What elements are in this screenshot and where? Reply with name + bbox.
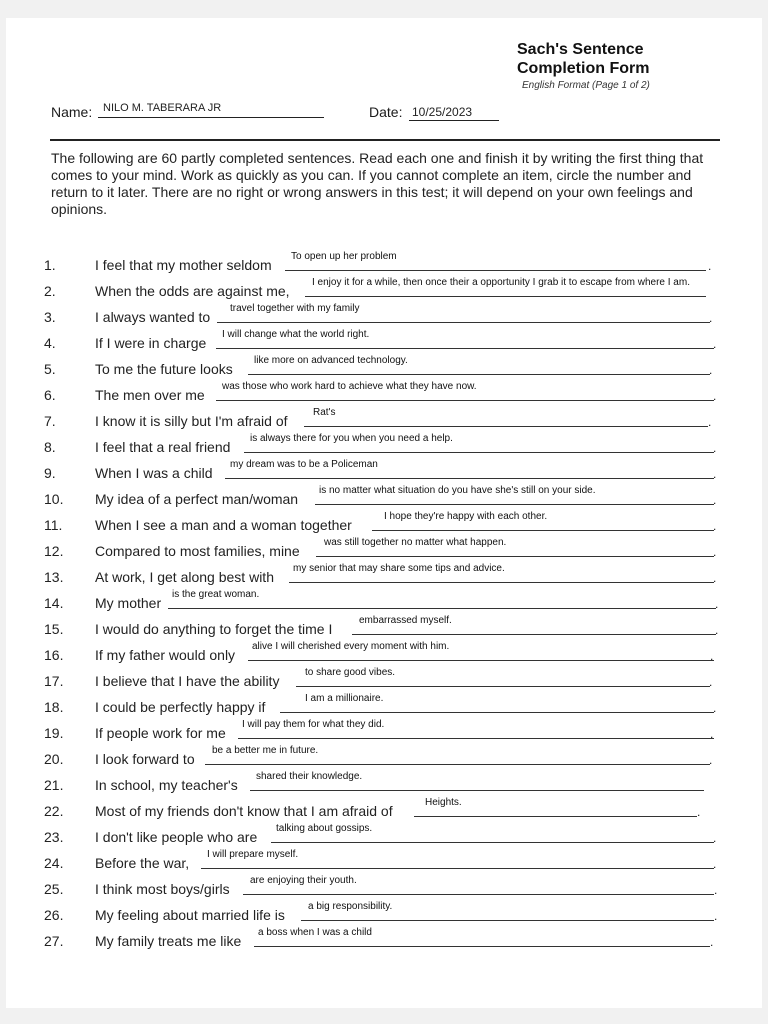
sentence-stem: Before the war, — [95, 855, 190, 871]
sentence-stem: At work, I get along best with — [95, 569, 274, 585]
line-end-period: . — [713, 857, 717, 871]
form-title — [517, 40, 649, 78]
sentence-item — [0, 485, 756, 507]
answer-underline — [301, 920, 714, 921]
line-end-period: . — [713, 571, 717, 585]
answer-underline — [238, 738, 714, 739]
line-end-period: . — [714, 883, 718, 897]
sentence-item — [0, 563, 756, 585]
item-number: 7. — [44, 413, 56, 429]
handwritten-answer[interactable]: I hope they're happy with each other. — [384, 511, 548, 522]
handwritten-answer[interactable]: Rat's — [313, 407, 336, 418]
item-number: 8. — [44, 439, 56, 455]
sentence-item — [0, 459, 756, 481]
sentence-item — [0, 251, 756, 273]
line-end-period: . — [709, 675, 713, 689]
sentence-stem: I could be perfectly happy if — [95, 699, 266, 715]
header-divider — [50, 139, 720, 141]
answer-underline — [280, 712, 714, 713]
line-end-period: . — [708, 415, 712, 429]
answer-underline — [250, 790, 704, 791]
handwritten-answer[interactable]: Heights. — [425, 797, 462, 808]
answer-underline — [225, 478, 714, 479]
answer-underline — [248, 660, 714, 661]
sentence-stem: My family treats me like — [95, 933, 242, 949]
item-number: 22. — [44, 803, 64, 819]
form-title-line2: Completion Form — [517, 60, 650, 77]
handwritten-answer[interactable]: talking about gossips. — [276, 823, 373, 834]
item-number: 5. — [44, 361, 56, 377]
handwritten-answer[interactable]: a big responsibility. — [308, 901, 393, 912]
line-end-period: . — [713, 467, 717, 481]
item-number: 27. — [44, 933, 64, 949]
sentence-stem: My idea of a perfect man/woman — [95, 491, 299, 507]
sentence-item — [0, 329, 756, 351]
answer-underline — [315, 504, 714, 505]
answer-underline — [316, 556, 714, 557]
answer-underline — [304, 426, 708, 427]
answer-underline — [248, 374, 710, 375]
sentence-stem: In school, my teacher's — [95, 777, 238, 793]
sentence-item — [0, 745, 756, 767]
handwritten-answer[interactable]: I am a millionaire. — [305, 693, 384, 704]
line-end-period: . — [709, 753, 713, 767]
sentence-stem: I know it is silly but I'm afraid of — [95, 413, 288, 429]
answer-underline — [305, 296, 706, 297]
answer-underline — [271, 842, 714, 843]
answer-underline — [285, 270, 706, 271]
line-end-period: . — [713, 519, 717, 533]
line-end-period: . — [713, 701, 717, 715]
sentence-stem: I don't like people who are — [95, 829, 258, 845]
name-label: Name: — [51, 104, 93, 120]
line-end-period: . — [714, 909, 718, 923]
sentence-item — [0, 771, 756, 793]
answer-underline — [243, 894, 714, 895]
item-number: 6. — [44, 387, 56, 403]
handwritten-answer[interactable]: was still together no matter what happen. — [324, 537, 507, 548]
item-number: 4. — [44, 335, 56, 351]
handwritten-answer[interactable]: I will pay them for what they did. — [242, 719, 385, 730]
line-end-period: . — [713, 337, 717, 351]
sentence-item — [0, 407, 756, 429]
sentence-stem: I would do anything to forget the time I — [95, 621, 333, 637]
answer-underline — [254, 946, 710, 947]
line-end-period: . — [713, 441, 717, 455]
form-title-line1: Sach's Sentence — [517, 41, 644, 58]
item-number: 26. — [44, 907, 64, 923]
answer-underline — [372, 530, 714, 531]
line-end-period: . — [709, 311, 713, 325]
name-underline — [98, 117, 324, 118]
handwritten-answer[interactable]: shared their knowledge. — [256, 771, 363, 782]
sentence-stem: The men over me — [95, 387, 205, 403]
sentence-stem: My mother — [95, 595, 162, 611]
date-field[interactable]: 10/25/2023 — [412, 105, 473, 119]
handwritten-answer[interactable]: are enjoying their youth. — [250, 875, 357, 886]
sentence-stem: Compared to most families, mine — [95, 543, 300, 559]
sentence-stem: I feel that my mother seldom — [95, 257, 272, 273]
sentence-item — [0, 303, 756, 325]
handwritten-answer[interactable]: embarrassed myself. — [359, 615, 452, 626]
form-subtitle: English Format (Page 1 of 2) — [522, 80, 650, 91]
handwritten-answer[interactable]: is the great woman. — [172, 589, 260, 600]
item-number: 2. — [44, 283, 56, 299]
line-end-period: . — [713, 493, 717, 507]
handwritten-answer[interactable]: my senior that may share some tips and advice. — [293, 563, 505, 574]
sentence-stem: If my father would only — [95, 647, 236, 663]
handwritten-answer[interactable]: I enjoy it for a while, then once their a opportunity I grab it to escape from where I am. — [312, 277, 690, 288]
item-number: 21. — [44, 777, 64, 793]
date-label: Date: — [369, 104, 403, 120]
answer-underline — [216, 348, 714, 349]
item-number: 24. — [44, 855, 64, 871]
sentence-item — [0, 641, 756, 663]
handwritten-answer[interactable]: be a better me in future. — [212, 745, 319, 756]
line-end-period: . — [715, 597, 719, 611]
item-number: 9. — [44, 465, 56, 481]
line-end-period: . — [710, 727, 714, 741]
item-number: 10. — [44, 491, 64, 507]
line-end-period: . — [709, 363, 713, 377]
sentence-item — [0, 875, 756, 897]
sentence-stem: I feel that a real friend — [95, 439, 231, 455]
line-end-period: . — [715, 623, 719, 637]
answer-underline — [414, 816, 697, 817]
item-number: 3. — [44, 309, 56, 325]
sentence-item — [0, 511, 756, 533]
item-number: 18. — [44, 699, 64, 715]
sentence-item — [0, 823, 756, 845]
line-end-period: . — [710, 935, 714, 949]
sentence-stem: I think most boys/girls — [95, 881, 230, 897]
line-end-period: . — [713, 831, 717, 845]
handwritten-answer[interactable]: is no matter what situation do you have she's still on your side. — [319, 485, 596, 496]
item-number: 11. — [44, 517, 63, 533]
item-number: 23. — [44, 829, 64, 845]
line-end-period: . — [697, 805, 701, 819]
sentence-stem: I always wanted to — [95, 309, 211, 325]
item-number: 16. — [44, 647, 64, 663]
item-number: 15. — [44, 621, 64, 637]
sentence-stem: If people work for me — [95, 725, 226, 741]
answer-underline — [168, 608, 716, 609]
handwritten-answer[interactable]: like more on advanced technology. — [254, 355, 408, 366]
sentence-item — [0, 667, 756, 689]
sentence-item — [0, 433, 756, 455]
answer-underline — [244, 452, 714, 453]
name-field[interactable]: NILO M. TABERARA JR — [103, 102, 222, 114]
line-end-period: . — [713, 545, 717, 559]
handwritten-answer[interactable]: To open up her problem — [291, 251, 397, 262]
item-number: 20. — [44, 751, 64, 767]
sentence-item — [0, 589, 756, 611]
line-end-period: . — [710, 649, 714, 663]
sentence-stem: When I was a child — [95, 465, 213, 481]
sentence-item — [0, 693, 756, 715]
sentence-item — [0, 355, 756, 377]
handwritten-answer[interactable]: alive I will cherished every moment with him. — [252, 641, 450, 652]
handwritten-answer[interactable]: is always there for you when you need a help. — [250, 433, 453, 444]
answer-underline — [296, 686, 710, 687]
sentence-stem: I believe that I have the ability — [95, 673, 280, 689]
handwritten-answer[interactable]: my dream was to be a Policeman — [230, 459, 378, 470]
handwritten-answer[interactable]: was those who work hard to achieve what they have now. — [222, 381, 477, 392]
date-underline — [409, 120, 499, 121]
answer-underline — [201, 868, 714, 869]
sentence-stem: To me the future looks — [95, 361, 233, 377]
sentence-stem: When I see a man and a woman together — [95, 517, 352, 533]
sentence-item — [0, 849, 756, 871]
answer-underline — [352, 634, 716, 635]
answer-underline — [216, 400, 714, 401]
sentence-stem: Most of my friends don't know that I am afraid of — [95, 803, 393, 819]
handwritten-answer[interactable]: I will change what the world right. — [222, 329, 370, 340]
handwritten-answer[interactable]: travel together with my family — [230, 303, 360, 314]
handwritten-answer[interactable]: a boss when I was a child — [258, 927, 372, 938]
item-number: 12. — [44, 543, 64, 559]
answer-underline — [289, 582, 714, 583]
handwritten-answer[interactable]: I will prepare myself. — [207, 849, 299, 860]
sentence-item — [0, 719, 756, 741]
line-end-period: . — [713, 389, 717, 403]
item-number: 19. — [44, 725, 64, 741]
item-number: 1. — [44, 257, 56, 273]
sentence-stem: When the odds are against me, — [95, 283, 290, 299]
handwritten-answer[interactable]: to share good vibes. — [305, 667, 396, 678]
item-number: 14. — [44, 595, 64, 611]
sentence-item — [0, 615, 756, 637]
sentence-item — [0, 537, 756, 559]
answer-underline — [217, 322, 710, 323]
sentence-item — [0, 381, 756, 403]
sentence-item — [0, 797, 756, 819]
item-number: 25. — [44, 881, 64, 897]
item-number: 17. — [44, 673, 64, 689]
answer-underline — [205, 764, 710, 765]
line-end-period: . — [708, 259, 712, 273]
sentence-stem: I look forward to — [95, 751, 195, 767]
sentence-item — [0, 901, 756, 923]
item-number: 13. — [44, 569, 64, 585]
sentence-item — [0, 927, 756, 949]
sentence-item — [0, 277, 756, 299]
sentence-stem: If I were in charge — [95, 335, 207, 351]
sentence-stem: My feeling about married life is — [95, 907, 285, 923]
instructions-paragraph: The following are 60 partly completed sentences. Read each one and finish it by writing the first thing that comes to your mind. Work as quickly as you can. If you cannot complete an item, circle the number and return to it later. There are no right or wrong answers in this test; it will depend on your own feelings and opinions. — [51, 150, 704, 217]
